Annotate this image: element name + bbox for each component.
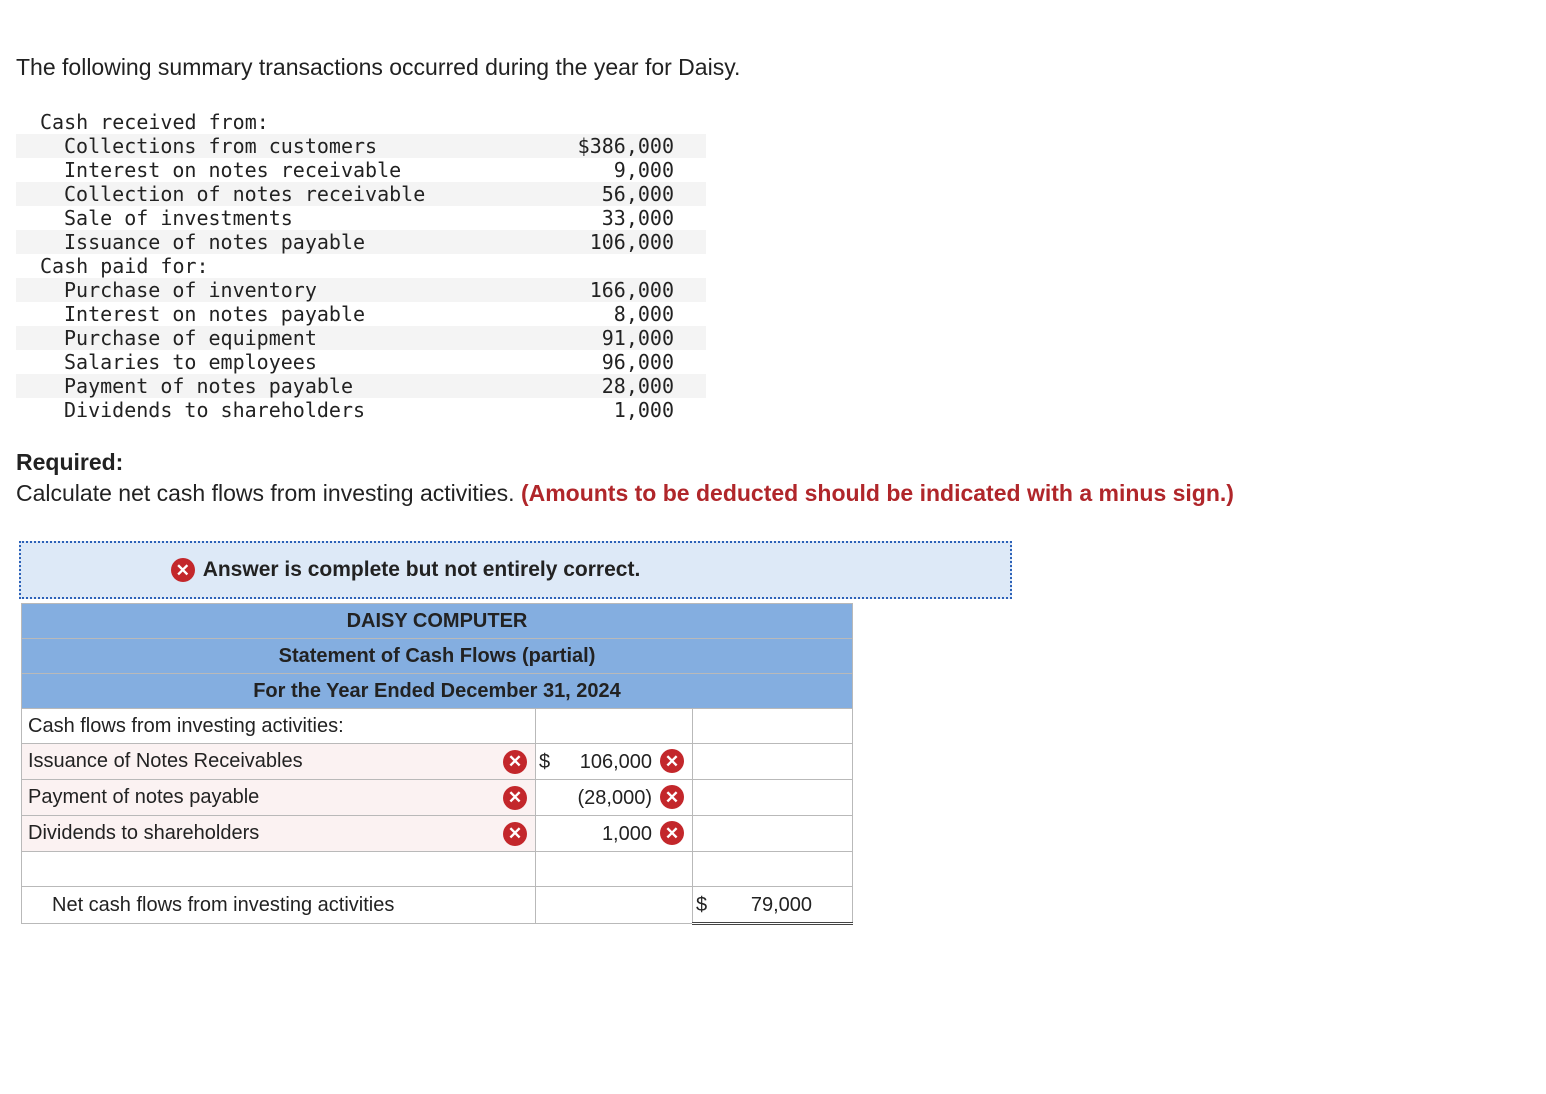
- table-row: [22, 780, 853, 816]
- amount-input[interactable]: (28,000) ✕: [536, 780, 693, 816]
- table-row: [22, 852, 853, 887]
- answer-status-banner: [19, 541, 1012, 599]
- statement-title: Statement of Cash Flows (partial): [22, 639, 853, 674]
- transaction-row: Collections from customers $386,000: [16, 134, 706, 158]
- transaction-row: Payment of notes payable 28,000: [16, 374, 706, 398]
- required-section: [16, 449, 1234, 507]
- x-circle-icon: ✕: [660, 821, 684, 845]
- line-item-label[interactable]: [22, 852, 536, 887]
- table-header-row: [22, 674, 853, 709]
- cash-flow-statement-table: [21, 603, 853, 925]
- table-row: [22, 744, 853, 780]
- amount-input[interactable]: [536, 852, 693, 887]
- required-title: Required:: [16, 449, 124, 475]
- x-circle-icon: ✕: [171, 558, 195, 582]
- transaction-row: Interest on notes receivable 9,000: [64, 158, 674, 182]
- intro-text: The following summary transactions occurred during the year for Daisy.: [16, 54, 741, 80]
- table-row: [22, 816, 853, 852]
- transaction-row: Purchase of equipment 91,000: [16, 326, 706, 350]
- transaction-row: Salaries to employees 96,000: [64, 350, 674, 374]
- table-header-row: [22, 639, 853, 674]
- table-row: [22, 887, 853, 924]
- paid-header: Cash paid for:: [40, 254, 209, 278]
- required-text: Calculate net cash flows from investing activities. (Amounts to be deducted should be indicated with a minus sign.): [16, 480, 1234, 506]
- transactions-list: [16, 110, 706, 422]
- company-name: DAISY COMPUTER: [22, 604, 853, 639]
- net-total-label: Net cash flows from investing activities: [22, 887, 536, 924]
- transaction-row: Issuance of notes payable 106,000: [16, 230, 706, 254]
- required-note: (Amounts to be deducted should be indicated with a minus sign.): [520, 480, 1234, 506]
- table-header-row: [22, 604, 853, 639]
- statement-period: For the Year Ended December 31, 2024: [22, 674, 853, 709]
- line-item-label[interactable]: Payment of notes payable ✕: [22, 780, 536, 816]
- received-header: Cash received from:: [40, 110, 269, 134]
- x-circle-icon: ✕: [660, 749, 684, 773]
- x-circle-icon: ✕: [660, 785, 684, 809]
- net-total-value: $ 79,000: [693, 887, 853, 924]
- line-item-label[interactable]: Dividends to shareholders ✕: [22, 816, 536, 852]
- transaction-row: Interest on notes payable 8,000: [64, 302, 674, 326]
- table-row: [22, 709, 853, 744]
- amount-input[interactable]: $ 106,000 ✕: [536, 744, 693, 780]
- amount-input[interactable]: 1,000 ✕: [536, 816, 693, 852]
- x-circle-icon: ✕: [503, 786, 527, 810]
- transaction-row: Collection of notes receivable 56,000: [16, 182, 706, 206]
- line-item-label[interactable]: Issuance of Notes Receivables ✕: [22, 744, 536, 780]
- transaction-row: Sale of investments 33,000: [64, 206, 674, 230]
- x-circle-icon: ✕: [503, 750, 527, 774]
- answer-status-text: Answer is complete but not entirely correct.: [202, 558, 641, 581]
- section-label: Cash flows from investing activities:: [22, 709, 536, 744]
- transaction-row: Purchase of inventory 166,000: [16, 278, 706, 302]
- x-circle-icon: ✕: [503, 822, 527, 846]
- transaction-row: Dividends to shareholders 1,000: [64, 398, 674, 422]
